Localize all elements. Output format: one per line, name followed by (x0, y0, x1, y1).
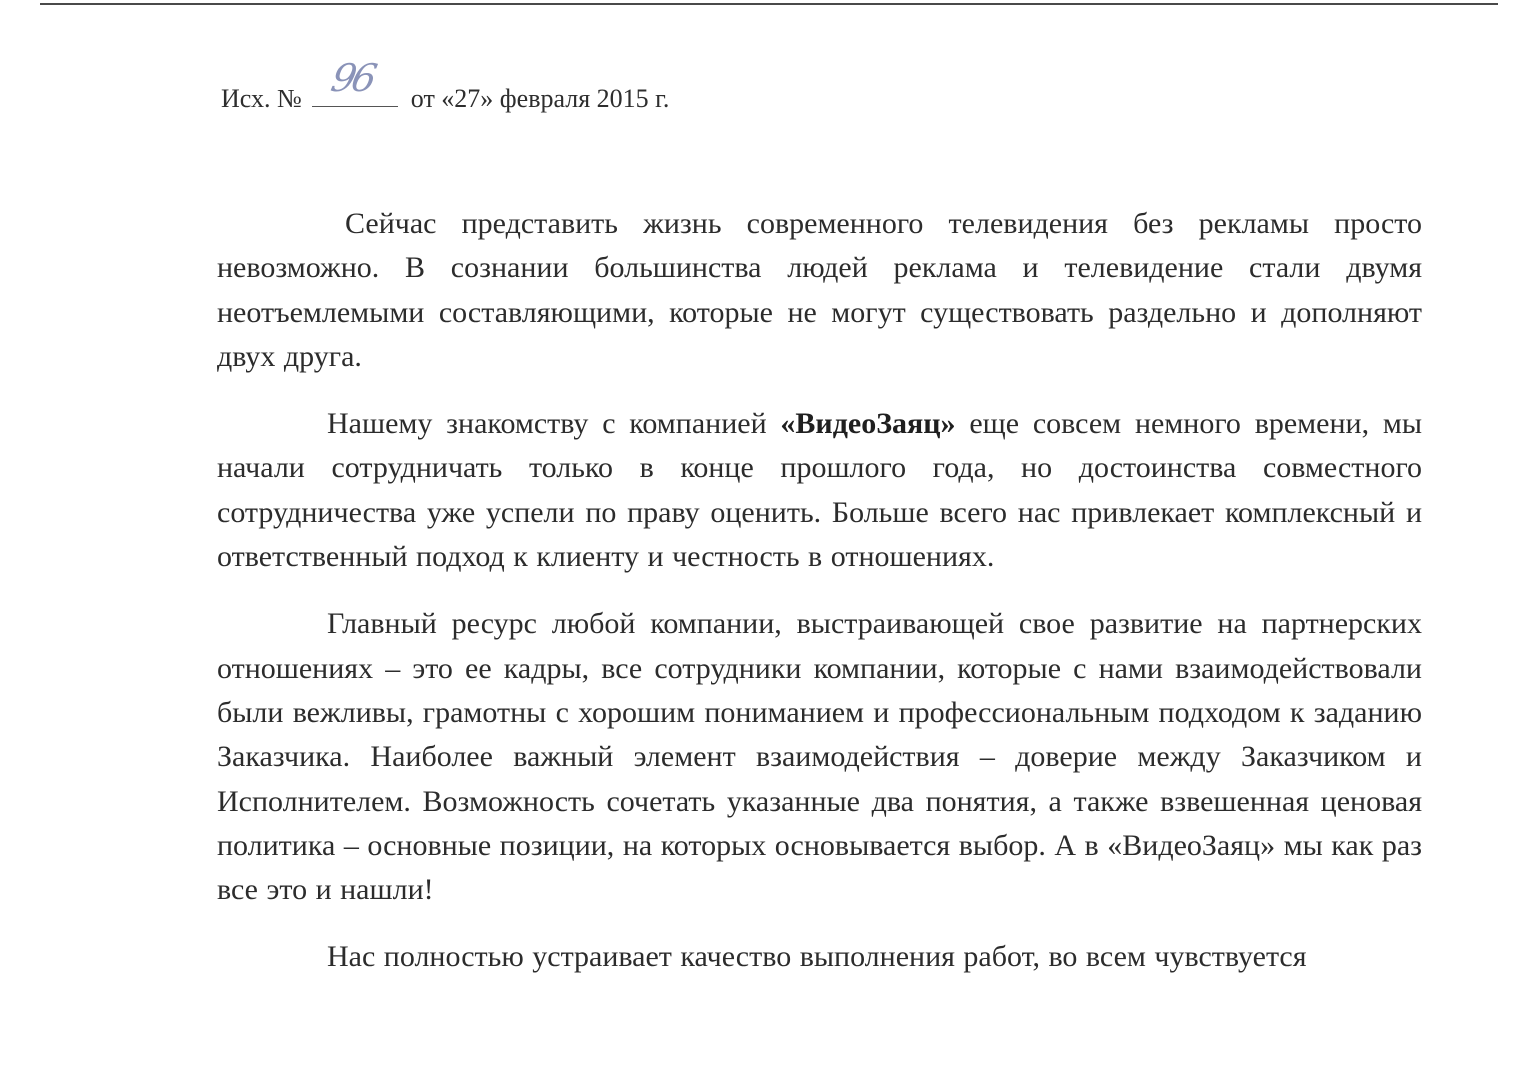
letter-body (217, 202, 1422, 1003)
paragraph-2 (217, 402, 1422, 579)
paragraph-2-end: еще совсем немного времени, мы начали сотрудничать только в конце прошлого года, но достоинства совместного сотрудничества уже успели по праву оценить. Больше всего нас привлекает комплексный и ответственный подход к клиенту и честность в отношениях. (217, 407, 1423, 574)
outgoing-reference-line (221, 56, 670, 119)
paragraph-4: Нас полностью устраивает качество выполнения работ, во всем чувствуется (327, 940, 1307, 974)
outgoing-date: от «27» февраля 2015 г. (410, 84, 670, 113)
outgoing-prefix: Исх. № (221, 84, 302, 113)
outgoing-number-field (312, 56, 398, 107)
paragraph-3: Главный ресурс любой компании, выстраивающей свое развитие на партнерских отношениях – это ее кадры, все сотрудники компании, которые с нами взаимодействовали были вежливы, грамотны с хорошим пониманием и профессиональным подходом к заданию Заказчика. Наиболее важный элемент взаимодействия – доверие между Заказчиком и Исполнителем. Возможность сочетать указанные два понятия, а также взвешенная ценовая политика – основные позиции, на которых основывается выбор. А в «ВидеоЗаяц» мы как раз все это и нашли! (217, 607, 1422, 907)
paragraph-1: Сейчас представить жизнь современного телевидения без рекламы просто невозможно. В сознании большинства людей реклама и телевидение стали двумя неотъемлемыми составляющими, которые не могут существовать раздельно и дополняют двух друга. (217, 207, 1422, 373)
paragraph-2-start: Нашему знакомству с компанией (327, 407, 781, 441)
top-divider-line (40, 3, 1498, 5)
company-name: «ВидеоЗаяц» (780, 407, 956, 441)
outgoing-number-handwritten: 96 (327, 56, 378, 100)
